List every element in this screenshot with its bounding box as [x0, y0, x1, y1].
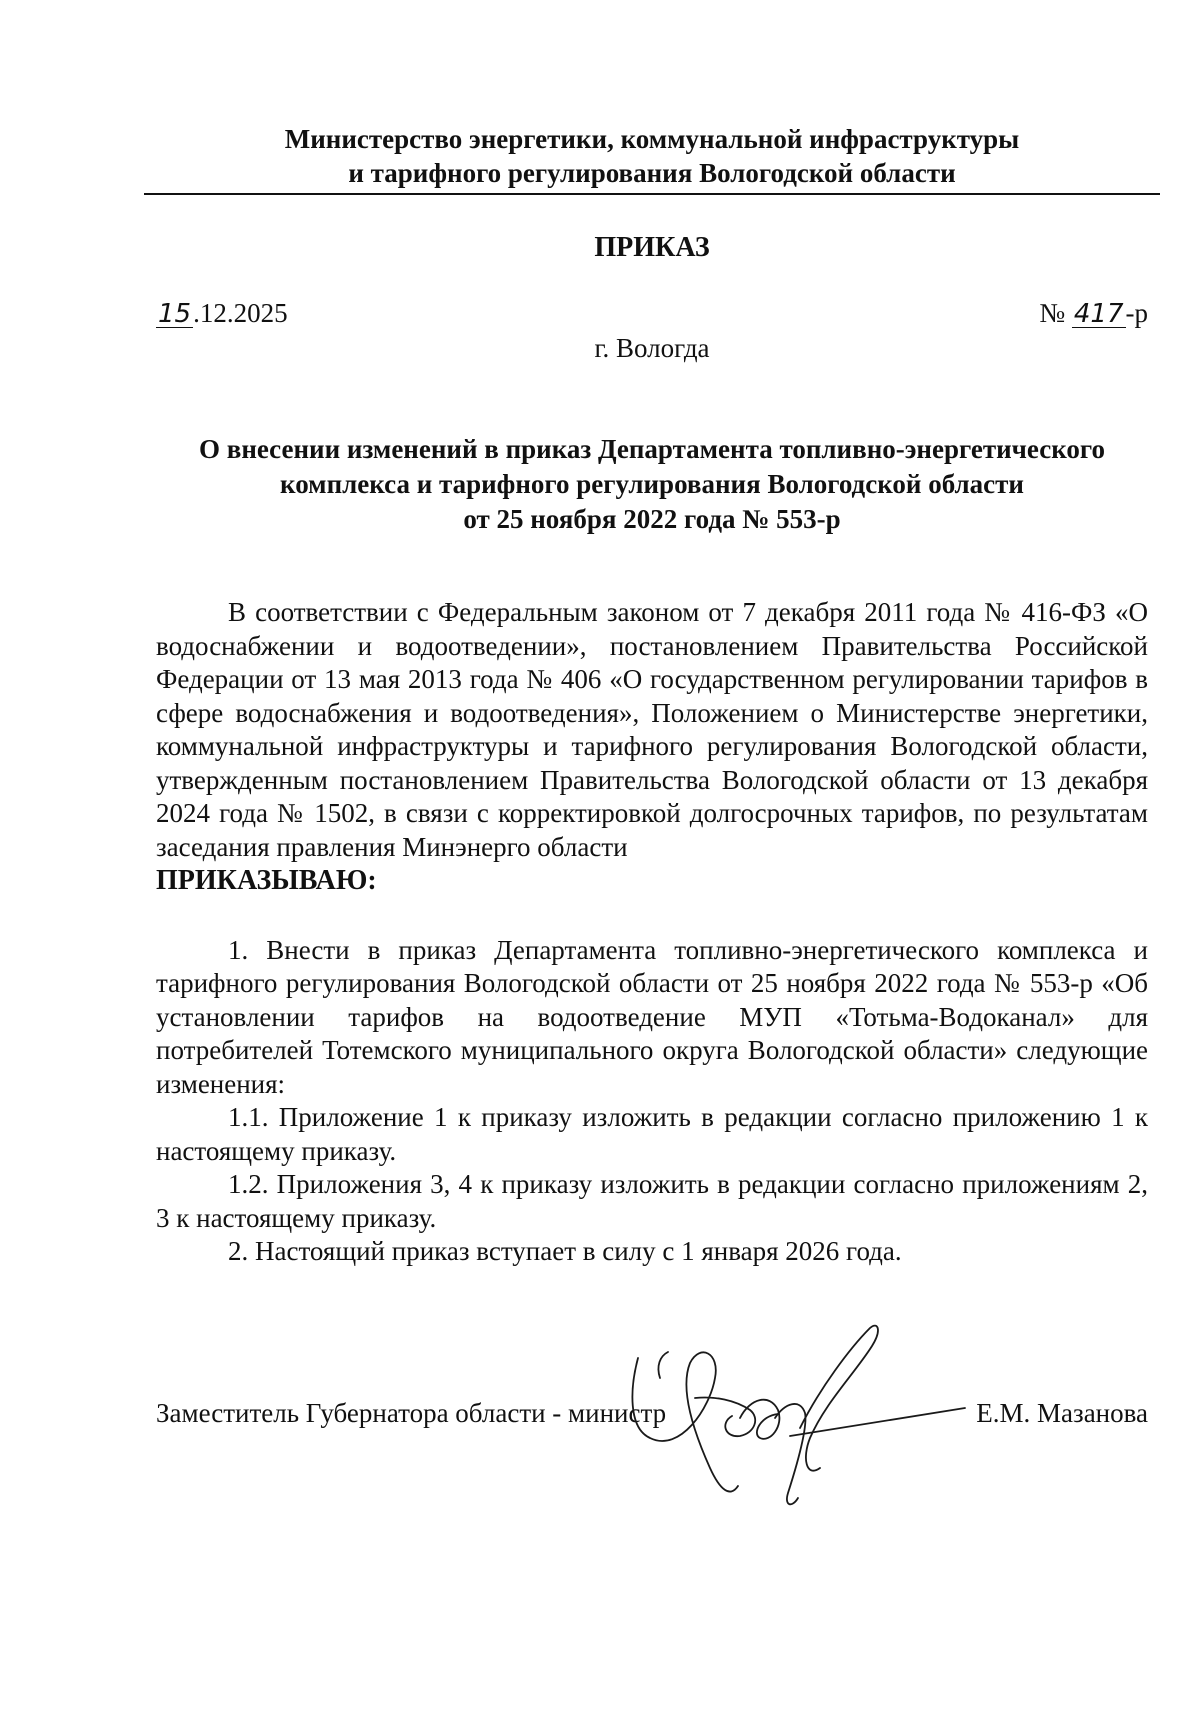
organization-name-line2: и тарифного регулирования Вологодской области: [348, 158, 956, 188]
document-date: [156, 298, 288, 329]
signatory-name: Е.М. Мазанова: [976, 1398, 1148, 1428]
order-word: ПРИКАЗЫВАЮ:: [156, 865, 377, 896]
document-number: [1039, 298, 1148, 329]
title-line1: О внесении изменений в приказ Департамента топливно-энергетического: [198, 434, 1105, 464]
document-title: [144, 432, 1160, 537]
handwritten-signature: [620, 1318, 980, 1518]
handwritten-number: 417: [1073, 299, 1124, 329]
item-1-1-paragraph: 1.1. Приложение 1 к приказу изложить в редакции согласно приложению 1 к настоящему приказу.: [156, 1102, 1148, 1166]
organization-name: [144, 122, 1160, 190]
document-type: ПРИКАЗ: [594, 232, 710, 263]
item-1-2-paragraph: 1.2. Приложения 3, 4 к приказу изложить в редакции согласно приложениям 2, 3 к настоящему приказу.: [156, 1169, 1148, 1233]
document-body: [156, 596, 1148, 1269]
preamble-paragraph: В соответствии с Федеральным законом от 7 декабря 2011 года № 416-ФЗ «О водоснабжении и водоотведении», постановлением Правительства Российской Федерации от 13 мая 2013 года № 406 «О государственном регулировании тарифов в сфере водоснабжения и водоотведения», Положением о Министерстве энергетики, коммунальной инфраструктуры и тарифного регулирования Вологодской области, утвержденным постановлением Правительства Вологодской области от 13 декабря 2024 года № 1502, в связи с корректировкой долгосрочных тарифов, по результатам заседания правления Минэнерго области: [156, 597, 1148, 862]
title-line3: от 25 ноября 2022 года № 553-р: [463, 504, 841, 534]
handwritten-day: 15: [158, 299, 192, 329]
header-divider: [144, 193, 1160, 195]
signatory-position: Заместитель Губернатора области - министр: [156, 1398, 667, 1428]
organization-name-line1: Министерство энергетики, коммунальной инфраструктуры: [284, 124, 1020, 154]
item-2-paragraph: 2. Настоящий приказ вступает в силу с 1 января 2026 года.: [228, 1236, 902, 1266]
number-prefix: №: [1039, 298, 1072, 328]
document-city: г. Вологда: [594, 333, 710, 363]
title-line2: комплекса и тарифного регулирования Вологодской области: [280, 469, 1024, 499]
date-month-year: .12.2025: [193, 298, 288, 328]
number-suffix: -р: [1125, 298, 1148, 328]
item-1-paragraph: 1. Внести в приказ Департамента топливно-энергетического комплекса и тарифного регулирования Вологодской области от 25 ноября 2022 года № 553-р «Об установлении тарифов на водоотведение МУП «Тотьма-Водоканал» для потребителей Тотемского муниципального округа Вологодской области» следующие изменения:: [156, 934, 1148, 1099]
